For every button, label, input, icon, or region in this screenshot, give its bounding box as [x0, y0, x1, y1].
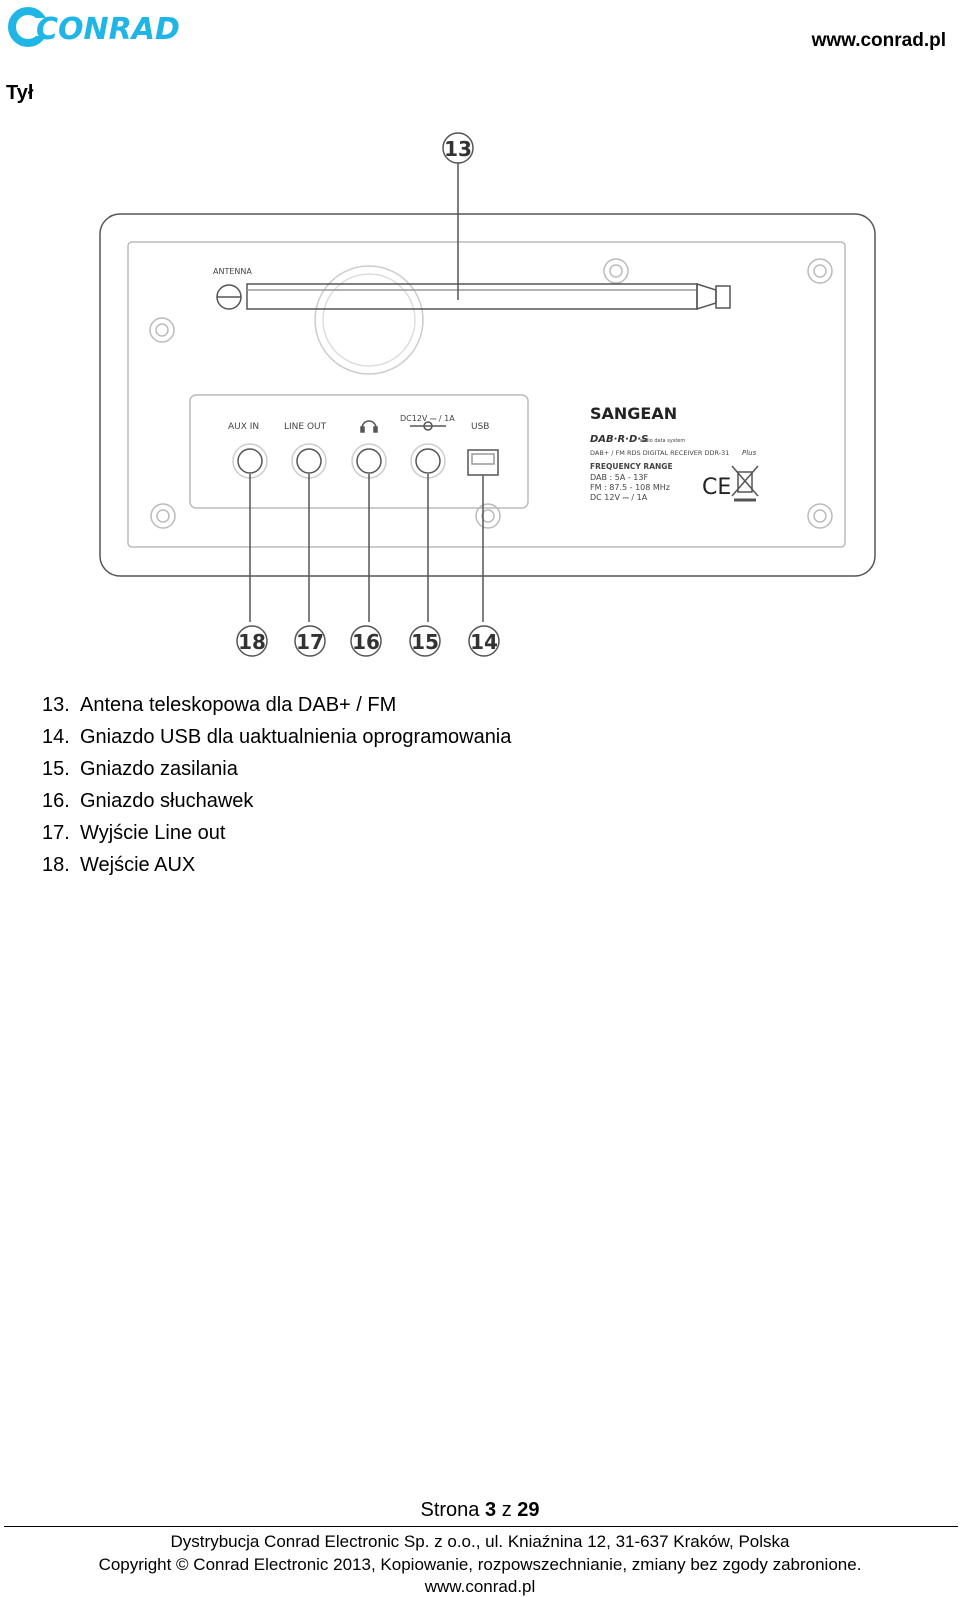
item-text: Wyjście Line out	[80, 822, 226, 844]
item-number: 16.	[42, 790, 70, 812]
svg-text:18: 18	[238, 630, 266, 654]
callout-16	[351, 626, 381, 656]
svg-text:14: 14	[470, 630, 498, 654]
rds-sub: radio data system	[640, 438, 686, 444]
item-text: Wejście AUX	[80, 854, 196, 876]
port-panel	[190, 395, 528, 508]
page-current: 3	[485, 1499, 497, 1521]
callout-15	[410, 626, 440, 656]
list-item	[42, 721, 511, 753]
page-prefix: Strona	[420, 1499, 480, 1521]
item-text: Gniazdo USB dla uaktualnienia oprogramowania	[80, 726, 512, 748]
site-url[interactable]: www.conrad.pl	[811, 30, 946, 51]
dc-power-jack-icon	[416, 449, 440, 473]
port-label-usb: USB	[471, 422, 490, 432]
screw-icon	[808, 259, 832, 283]
item-number: 15.	[42, 758, 70, 780]
list-item	[42, 785, 511, 817]
item-text: Gniazdo zasilania	[80, 758, 238, 780]
rear-panel-diagram	[0, 120, 960, 680]
frequency-range-title: FREQUENCY RANGE	[590, 462, 673, 471]
freq-fm: FM : 87.5 - 108 MHz	[590, 483, 670, 492]
list-item	[42, 753, 511, 785]
freq-dc: DC 12V ⎓ / 1A	[590, 493, 648, 502]
screw-icon	[604, 259, 628, 283]
screw-icon	[150, 318, 174, 342]
brand-label: SANGEAN	[590, 404, 678, 423]
page-number	[0, 1499, 960, 1522]
port-label-line-out: LINE OUT	[284, 422, 327, 432]
item-number: 17.	[42, 822, 70, 844]
screw-icon	[808, 504, 832, 528]
headphone-jack-icon	[357, 449, 381, 473]
logo-text: CONRAD	[36, 12, 180, 47]
item-number: 14.	[42, 726, 70, 748]
weee-bin-icon	[732, 466, 758, 500]
receiver-text: DAB+ / FM RDS DIGITAL RECEIVER DDR-31	[590, 449, 730, 457]
callout-18	[237, 626, 267, 656]
page-sep: z	[501, 1499, 512, 1521]
footer-url[interactable]: www.conrad.pl	[424, 1577, 536, 1596]
ce-mark: CE	[702, 475, 732, 500]
rds-logo: DAB·R·D·S	[590, 434, 649, 445]
callout-14	[469, 626, 499, 656]
section-title: Tył	[6, 82, 34, 104]
port-label-aux-in: AUX IN	[228, 422, 260, 432]
svg-text:15: 15	[411, 630, 439, 654]
conrad-logo	[8, 6, 180, 48]
freq-dab: DAB : 5A - 13F	[590, 473, 649, 482]
svg-text:16: 16	[352, 630, 380, 654]
item-text: Antena teleskopowa dla DAB+ / FM	[80, 694, 397, 716]
list-item	[42, 689, 511, 721]
port-label-dc: DC12V ⎓ / 1A	[400, 414, 455, 423]
callout-17	[295, 626, 325, 656]
screw-icon	[151, 504, 175, 528]
antenna-rod	[247, 284, 697, 309]
list-item	[42, 817, 511, 849]
parts-legend	[42, 689, 511, 881]
antenna-label: ANTENNA	[213, 267, 252, 276]
svg-text:13: 13	[444, 137, 472, 161]
svg-text:17: 17	[296, 630, 324, 654]
callout-13	[443, 133, 473, 163]
line-out-jack-icon	[297, 449, 321, 473]
item-number: 18.	[42, 854, 70, 876]
footer-divider	[4, 1526, 958, 1527]
list-item	[42, 849, 511, 881]
model-suffix: Plus	[742, 449, 757, 457]
footer-copyright: Copyright © Conrad Electronic 2013, Kopiowanie, rozpowszechnianie, zmiany bez zgody zabronione.	[98, 1555, 862, 1574]
item-number: 13.	[42, 694, 70, 716]
aux-in-jack-icon	[238, 449, 262, 473]
item-text: Gniazdo słuchawek	[80, 790, 254, 812]
page-total: 29	[517, 1499, 540, 1521]
footer-address: Dystrybucja Conrad Electronic Sp. z o.o., ul. Kniaźnina 12, 31-637 Kraków, Polska	[170, 1532, 790, 1551]
